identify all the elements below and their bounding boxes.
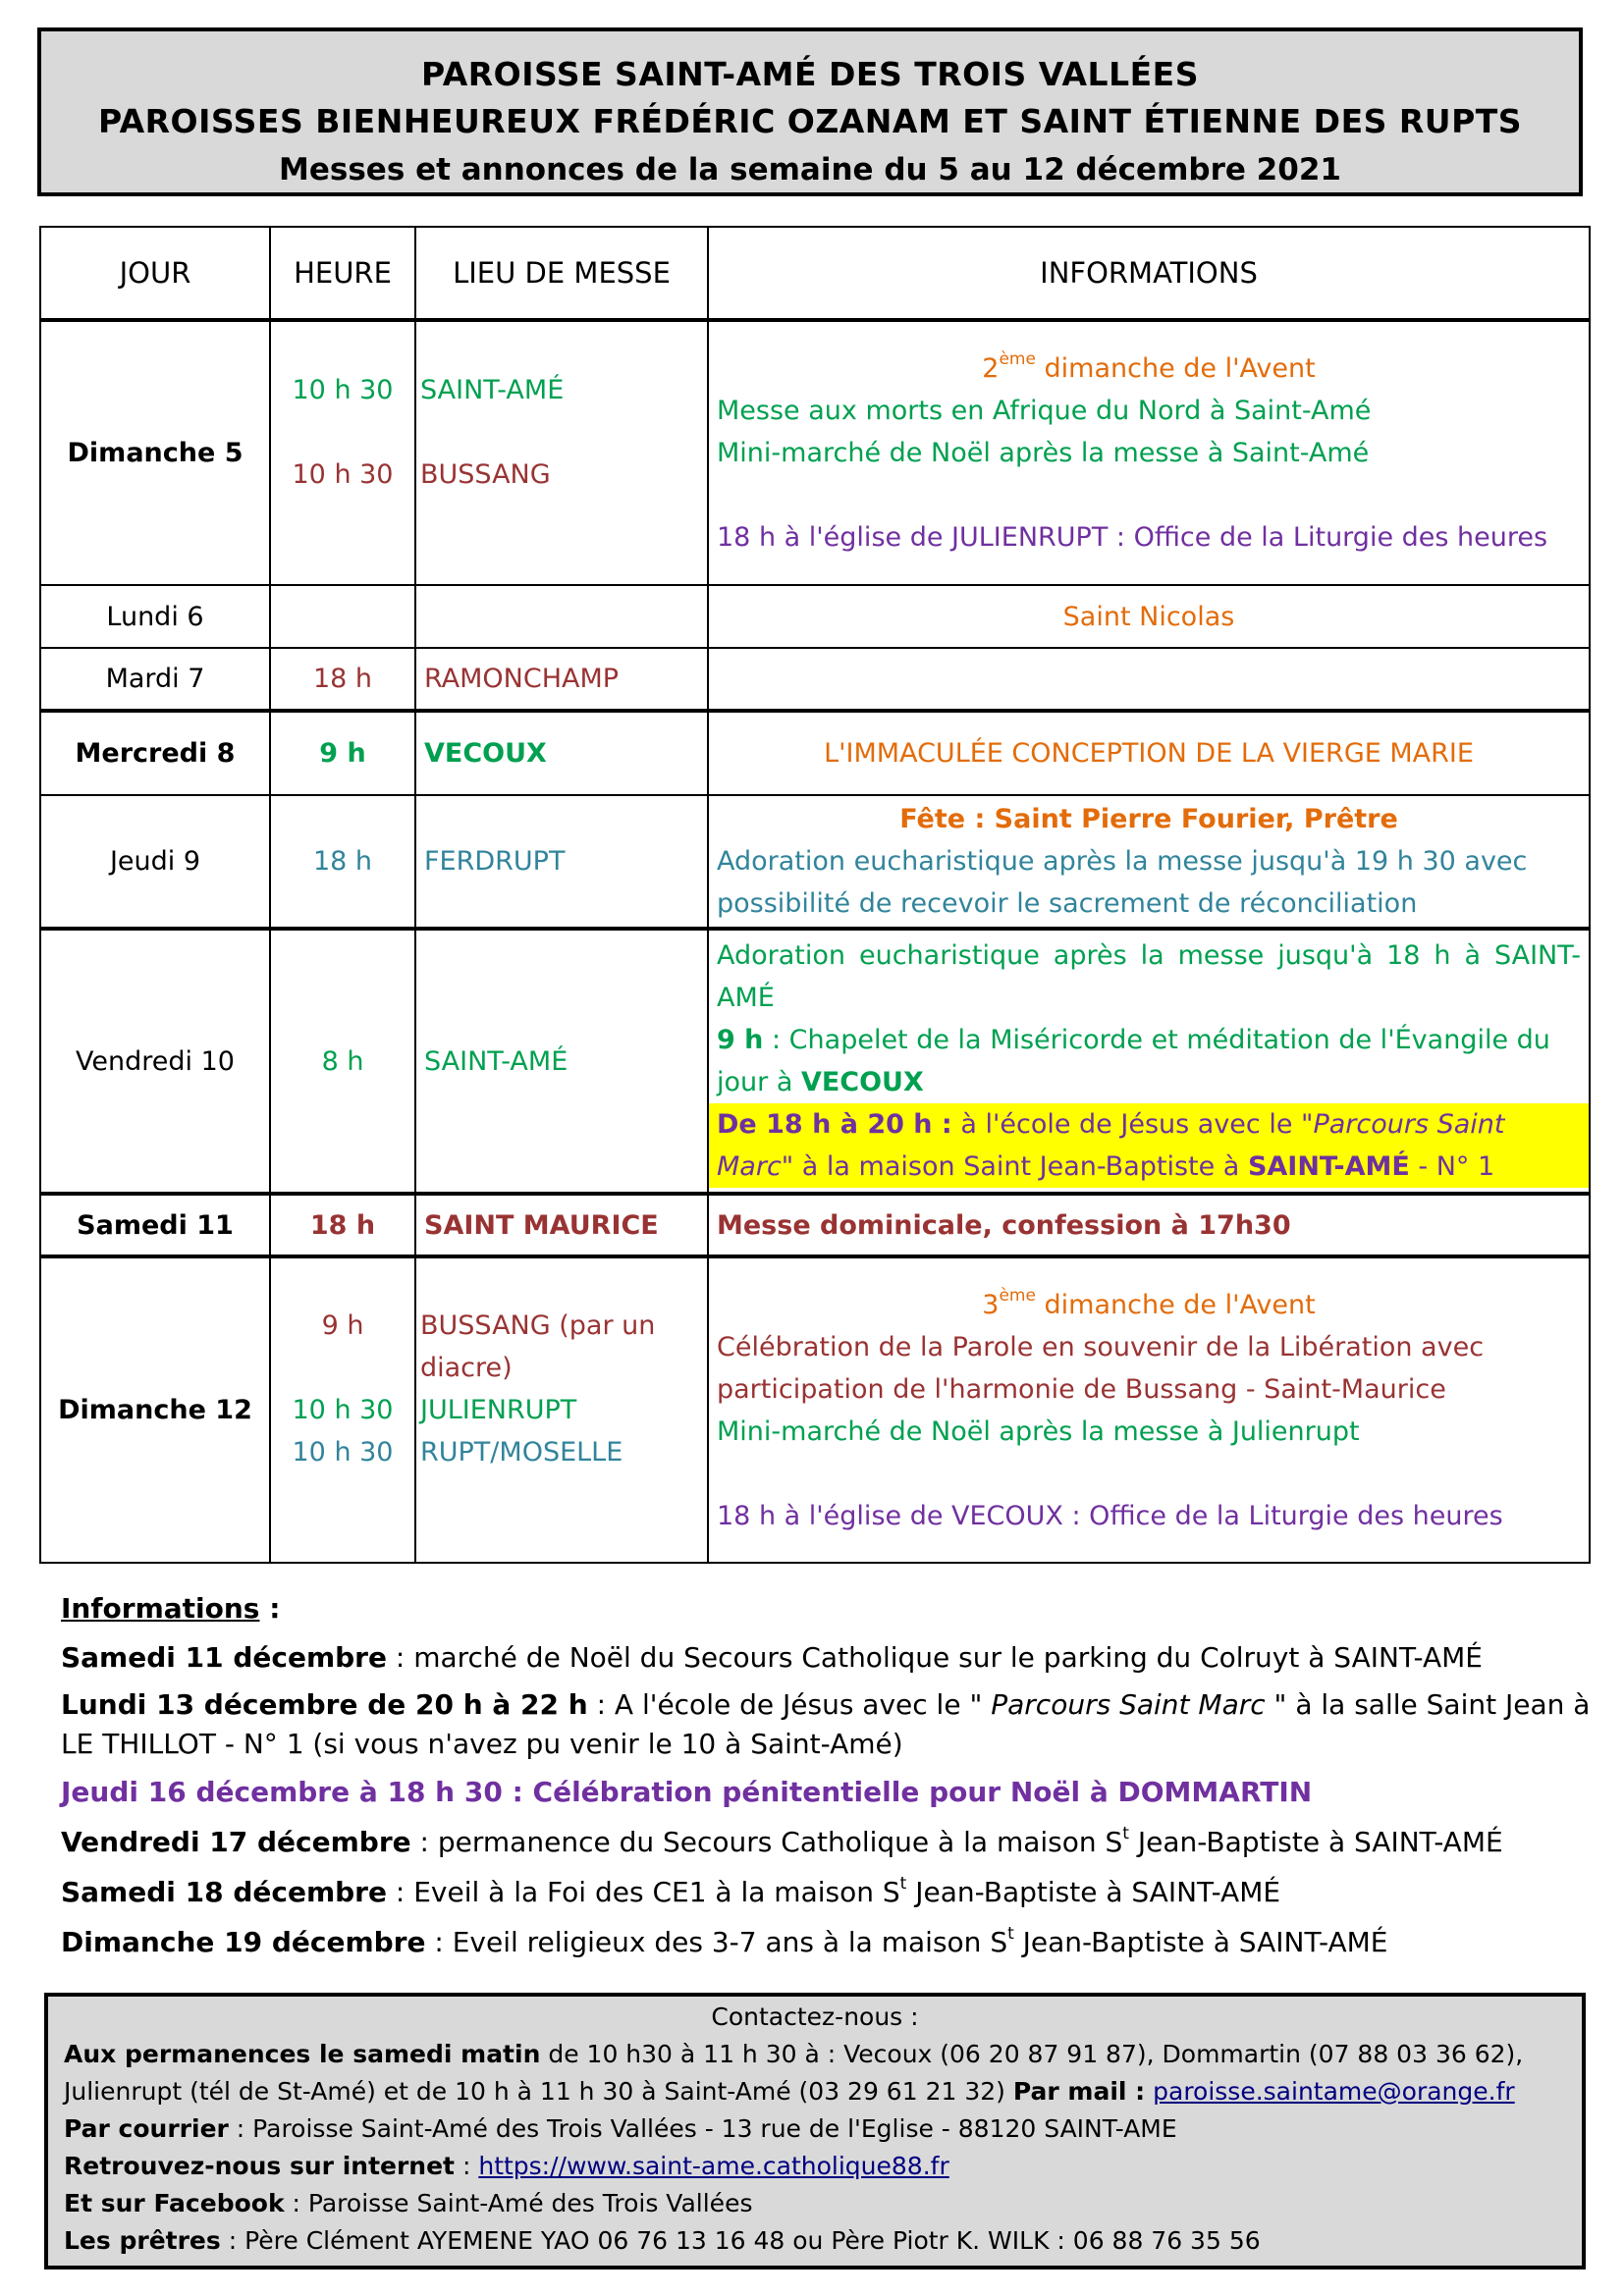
informations-colon: : [259,1592,281,1625]
highlighted-announcement [709,1103,1589,1188]
contact-facebook [64,2185,1566,2222]
time-cell [270,1256,415,1563]
title-sup: ème [999,349,1036,369]
pretres-text: : Père Clément AYEMENE YAO 06 76 13 16 48 ou Père Piotr K. WILK : 06 88 76 35 56 [220,2226,1261,2255]
day-cell: Dimanche 5 [40,320,270,585]
day-cell: Mercredi 8 [40,711,270,795]
day-cell: Jeudi 9 [40,795,270,929]
info-item-sup: t [899,1874,907,1894]
header-informations: INFORMATIONS [708,227,1590,320]
info-item [61,1685,1593,1764]
info-line: Mini-marché de Noël après la messe à Julienrupt [717,1415,1360,1447]
mass-place: RAMONCHAMP [415,648,708,711]
info-item-text: : Eveil à la Foi des CE1 à la maison S [386,1876,900,1908]
day-cell: Mardi 7 [40,648,270,711]
info-item [61,1920,1593,1964]
title-sup: ème [999,1285,1036,1306]
info-title: Saint Nicolas [708,585,1590,648]
title-num: 2 [982,353,1000,384]
info-item [61,1820,1593,1864]
info-item-sup: t [1122,1824,1129,1843]
day-cell: Lundi 6 [40,585,270,648]
pretres-label: Les prêtres [64,2226,221,2255]
mass-place: SAINT-AMÉ [420,374,565,405]
hl-text: à la maison Saint Jean-Baptiste à [793,1151,1248,1182]
internet-sep: : [455,2152,479,2180]
contact-title: Contactez-nous : [711,2002,919,2031]
time-cell [270,320,415,585]
info-item [61,1870,1593,1914]
mass-time: 8 h [270,929,415,1194]
contact-permanences [64,2036,1566,2110]
table-row [40,929,1590,1194]
courrier-text: : Paroisse Saint-Amé des Trois Vallées - 13 rue de l'Eglise - 88120 SAINT-AME [228,2114,1177,2143]
day-cell: Vendredi 10 [40,929,270,1194]
place-cell [415,320,708,585]
header-lieu: LIEU DE MESSE [415,227,708,320]
info-line: Adoration eucharistique après la messe jusqu'à 18 h à SAINT-AMÉ [717,940,1581,1013]
info-item-date: Samedi 11 décembre [61,1641,387,1674]
info-item [61,1635,1593,1680]
facebook-text: : Paroisse Saint-Amé des Trois Vallées [284,2189,753,2217]
mass-place: SAINT MAURICE [415,1194,708,1256]
info-item-date: Jeudi 16 décembre à 18 h 30 : Célébration pénitentielle pour Noël à DOMMARTIN [61,1776,1313,1808]
title-rest: dimanche de l'Avent [1035,1289,1316,1320]
title-num: 3 [982,1289,1000,1320]
courrier-label: Par courrier [64,2114,229,2143]
hl-italic: "Parcours Saint Marc" [717,1109,1505,1182]
hl-time: De 18 h à 20 h : [717,1109,952,1140]
info-item-text: Jean-Baptiste à SAINT-AMÉ [906,1876,1281,1908]
info-cell [708,1256,1590,1563]
informations-title: Informations [61,1592,260,1625]
info-item-text: : marché de Noël du Secours Catholique sur le parking du Colruyt à SAINT-AMÉ [386,1641,1483,1674]
contact-internet [64,2148,1566,2185]
info-line: Adoration eucharistique après la messe jusqu'à 19 h 30 avec possibilité de recevoir le sacrement de réconciliation [717,846,1528,919]
info-item-italic: " Parcours Saint Marc " [969,1688,1287,1721]
info-item-text: : A l'école de Jésus avec le [587,1688,970,1721]
header-title-line2: PAROISSES BIENHEUREUX FRÉDÉRIC OZANAM ET SAINT ÉTIENNE DES RUPTS [97,102,1523,140]
facebook-label: Et sur Facebook [64,2189,285,2217]
mass-place: RUPT/MOSELLE [420,1437,623,1468]
mass-time: 10 h 30 [292,458,394,490]
info-cell [708,795,1590,929]
hl-end: - N° 1 [1409,1151,1495,1182]
mass-time: 10 h 30 [292,1437,394,1468]
header-subtitle: Messes et annonces de la semaine du 5 au 12 décembre 2021 [279,152,1341,187]
info-item-text: : Eveil religieux des 3-7 ans à la maison S [425,1926,1008,1958]
schedule-table [39,226,1591,1564]
contact-pretres [64,2222,1566,2260]
header-jour: JOUR [40,227,270,320]
table-row [40,1256,1590,1563]
hl-place: SAINT-AMÉ [1247,1151,1410,1182]
place-cell [415,1256,708,1563]
info-item-sup: t [1007,1924,1014,1944]
info-item-text: Jean-Baptiste à SAINT-AMÉ [1128,1826,1503,1858]
chapelet-text: : Chapelet de la Miséricorde et méditation de l'Évangile du jour à [717,1025,1550,1097]
informations-heading [61,1588,1593,1629]
info-line: 18 h à l'église de VECOUX : Office de la Liturgie des heures [717,1500,1503,1531]
table-row [40,585,1590,648]
time-cell [270,585,415,648]
info-item-date: Samedi 18 décembre [61,1876,387,1908]
info-item-date: Dimanche 19 décembre [61,1926,426,1958]
place-cell [415,585,708,648]
mass-time: 18 h [270,1194,415,1256]
mass-time: 18 h [270,795,415,929]
table-header-row [40,227,1590,320]
info-title: L'IMMACULÉE CONCEPTION DE LA VIERGE MARIE [708,711,1590,795]
info-cell [708,320,1590,585]
mass-time: 18 h [270,648,415,711]
mass-place: FERDRUPT [415,795,708,929]
info-item-text: à la salle Saint Jean à LE THILLOT - N° 1 (si vous n'avez pu venir le 10 à Saint-Amé) [61,1688,1591,1760]
header-heure: HEURE [270,227,415,320]
hl-text: à l'école de Jésus avec le [951,1109,1302,1140]
info-line: 18 h à l'église de JULIENRUPT : Office de la Liturgie des heures [717,522,1548,553]
info-cell [708,929,1590,1194]
table-row [40,711,1590,795]
info-line: Célébration de la Parole en souvenir de la Libération avec participation de l'harmonie de Bussang - Saint-Maurice [717,1331,1485,1405]
mass-place: SAINT-AMÉ [415,929,708,1194]
mass-time: 9 h [321,1310,364,1341]
permanences-text: de 10 h30 à 11 h 30 à : Vecoux (06 20 87 91 87), Dommartin (07 88 03 36 62), Julienrupt (tél de St-Amé) et de 10 h à 11 h 30 à Saint-Amé (03 29 61 21 32) [64,2040,1524,2106]
contact-courrier [64,2110,1566,2148]
mass-time: 10 h 30 [292,374,394,405]
mass-place: BUSSANG (par un diacre) [420,1310,656,1383]
chapelet-time: 9 h [717,1025,764,1055]
info-item-date: Lundi 13 décembre de 20 h à 22 h [61,1688,588,1721]
info-item [61,1770,1593,1814]
email-link[interactable]: paroisse.saintame@orange.fr [1153,2077,1515,2106]
day-cell: Dimanche 12 [40,1256,270,1563]
mass-place: JULIENRUPT [420,1395,577,1425]
mass-time: 10 h 30 [292,1395,394,1425]
info-line [717,1019,1581,1103]
mass-time: 9 h [270,711,415,795]
internet-label: Retrouvez-nous sur internet [64,2152,456,2180]
info-title [717,347,1581,390]
header-box [37,27,1583,196]
informations-section [61,1588,1593,1964]
mail-label: Par mail : [1012,2077,1146,2106]
table-row [40,648,1590,711]
title-rest: dimanche de l'Avent [1035,353,1316,384]
header-title-line1: PAROISSE SAINT-AMÉ DES TROIS VALLÉES [421,55,1199,93]
contact-box [44,1993,1586,2269]
info-line: Messe aux morts en Afrique du Nord à Saint-Amé [717,396,1372,426]
info-cell [708,648,1590,711]
day-cell: Samedi 11 [40,1194,270,1256]
table-row [40,1194,1590,1256]
info-title: Fête : Saint Pierre Fourier, Prêtre [899,804,1398,834]
chapelet-place: VECOUX [800,1067,924,1097]
table-row [40,795,1590,929]
mass-place: BUSSANG [420,458,551,490]
info-line: Messe dominicale, confession à 17h30 [708,1194,1590,1256]
info-title [717,1284,1581,1326]
website-link[interactable]: https://www.saint-ame.catholique88.fr [478,2152,949,2180]
info-item-text: : permanence du Secours Catholique à la maison S [410,1826,1123,1858]
info-item-date: Vendredi 17 décembre [61,1826,411,1858]
mass-place: VECOUX [415,711,708,795]
permanences-label: Aux permanences le samedi matin [64,2040,541,2068]
info-line: Mini-marché de Noël après la messe à Saint-Amé [717,438,1370,468]
info-item-text: Jean-Baptiste à SAINT-AMÉ [1013,1926,1388,1958]
table-row [40,320,1590,585]
